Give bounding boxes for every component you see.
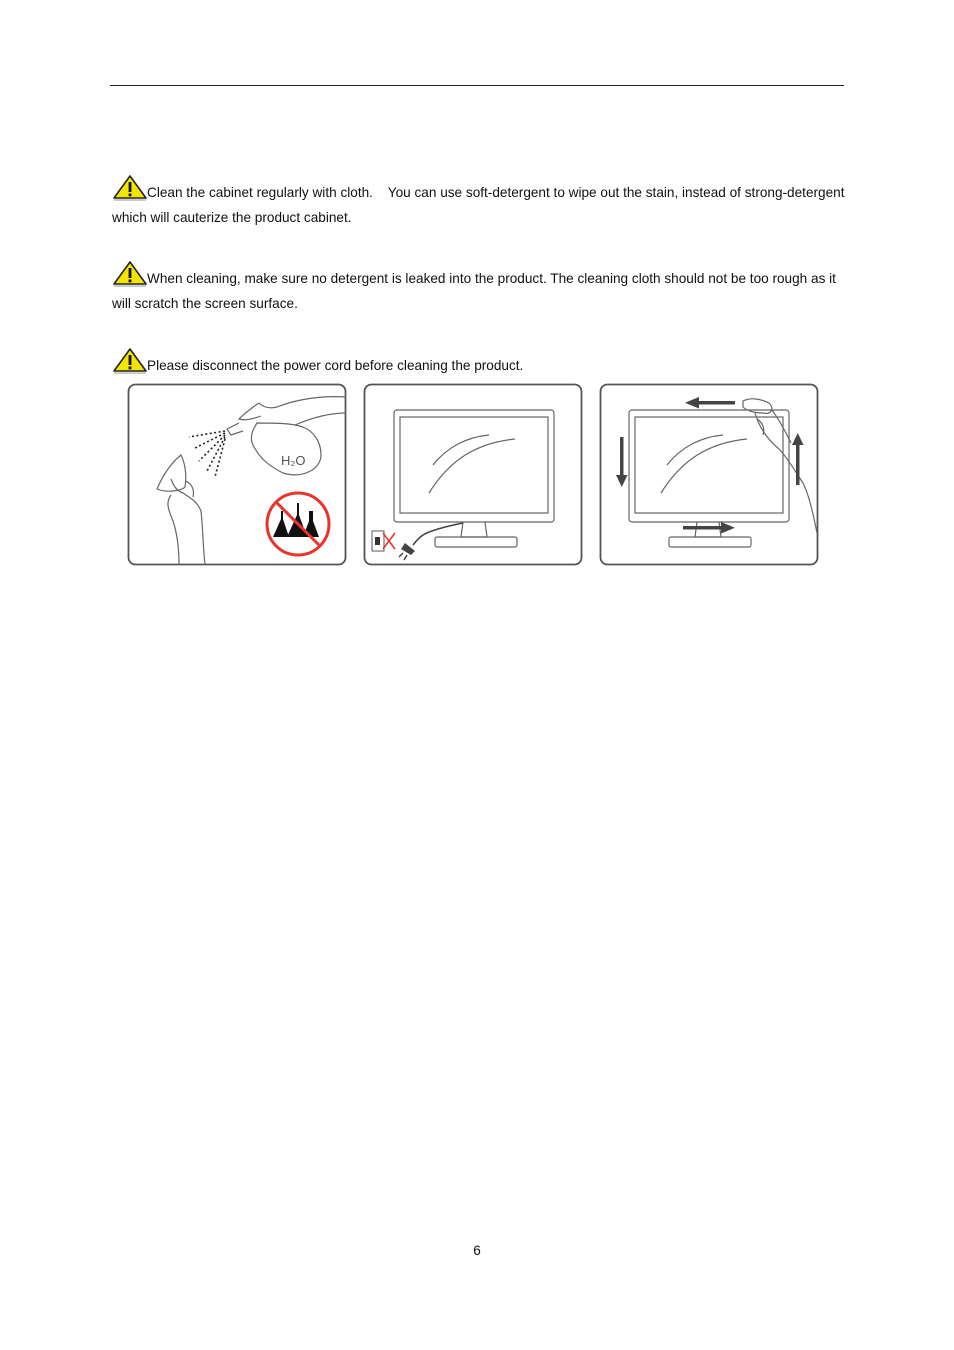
panel-spray-water bbox=[127, 383, 347, 566]
warning-triangle-icon bbox=[113, 175, 147, 201]
cleaning-illustration bbox=[127, 383, 821, 569]
paragraph-text: Clean the cabinet regularly with cloth. You can use soft-detergent to wipe out the stain, instead of strong-detergent which will cauterize the product cabinet. bbox=[112, 185, 845, 225]
paragraph-no-detergent-leak bbox=[112, 261, 852, 316]
warning-triangle-icon bbox=[113, 348, 147, 374]
warning-triangle-icon bbox=[113, 261, 147, 287]
paragraph-disconnect-power bbox=[112, 348, 852, 378]
bottle-label: H₂O bbox=[281, 453, 306, 468]
paragraph-clean-cabinet bbox=[112, 175, 852, 230]
page-number: 6 bbox=[473, 1243, 481, 1258]
paragraph-text: When cleaning, make sure no detergent is leaked into the product. The cleaning cloth should not be too rough as it will scratch the screen surface. bbox=[112, 271, 836, 311]
panel-unplug-power bbox=[363, 383, 583, 566]
no-chemicals-icon bbox=[267, 493, 329, 555]
paragraph-text: Please disconnect the power cord before cleaning the product. bbox=[147, 358, 524, 373]
header-rule bbox=[110, 85, 844, 86]
panel-wipe-screen bbox=[599, 383, 819, 566]
